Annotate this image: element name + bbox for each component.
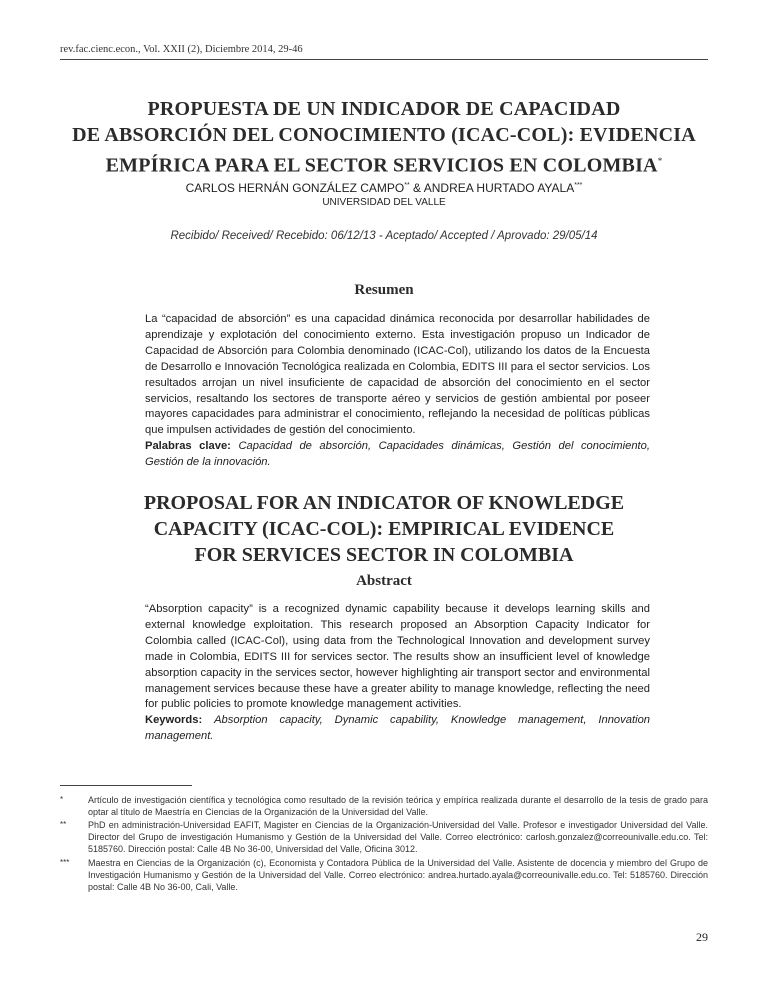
affiliation: UNIVERSIDAD DEL VALLE <box>322 197 446 208</box>
footnote-3-mark: *** <box>60 858 70 867</box>
keywords-label: Keywords: <box>145 714 203 727</box>
author-1-mark: ** <box>404 182 410 189</box>
footnote-divider <box>60 785 192 786</box>
footnote-1 <box>60 794 708 818</box>
title-en-line-2: CAPACITY (ICAC-COL): EMPIRICAL EVIDENCE <box>153 518 615 540</box>
abstract-text: “Absorption capacity” is a recognized dynamic capability because it develops learning skills and external knowledge exploitation. This research proposed an Absorption Capacity Indicator for Colombia called (ICAC-Col), using data from the Technological Innovation and development survey made in Colombia, EDITS III for services sector. The results show an insufficient level of knowledge absorption capacity in the services sector, however highlighting air transport sector and environmental management services because these have a greater ability to manage knowledge, reflecting the need for public policies to promote knowledge management activities. <box>145 603 650 711</box>
resumen-text: La “capacidad de absorción” es una capacidad dinámica reconocida por desarrollar habilidades de aprendizaje y explotación del conocimiento externo. Esta investigación propuso un Indicador de Capacidad de Absorción para Colombia denominado (ICAC-Col), utilizando los datos de la Encuesta de Desarrollo e Innovación Tecnológica realizada en Colombia, EDITS III para el sector servicios. Los resultados arrojan un nivel insuficiente de capacidad de absorción del conocimiento en el sector servicios, resaltando los sectores de transporte aéreo y servicios de gestión ambiental por poseer mayores capacidades para administrar el conocimiento, reflejando la necesidad de políticas públicas que impulsen actividades de gestión del conocimiento. <box>145 313 650 437</box>
received-dates: Recibido/ Received/ Recebido: 06/12/13 - Aceptado/ Accepted / Aprovado: 29/05/14 <box>170 230 598 242</box>
author-line <box>60 181 708 195</box>
author-2-mark: *** <box>574 182 583 189</box>
article-title-es <box>60 96 708 179</box>
author-2: ANDREA HURTADO AYALA <box>423 181 575 195</box>
palabras-clave-label: Palabras clave: <box>145 440 231 453</box>
title-es-line-3-text: EMPÍRICA PARA EL SECTOR SERVICIOS EN COLOMBIA <box>105 154 658 177</box>
palabras-clave-list: Capacidad de absorción, Capacidades dinámicas, Gestión del conocimiento, Gestión de la innovación. <box>145 440 650 469</box>
footnote-2 <box>60 819 708 856</box>
page-number: 29 <box>696 930 708 944</box>
author-1: CARLOS HERNÁN GONZÁLEZ CAMPO <box>185 181 405 195</box>
abstract-body <box>145 602 650 745</box>
footnote-2-text: PhD en administración-Universidad EAFIT, Magister en Ciencias de la Organización-Universidad del Valle. Profesor e investigador Universidad del Valle. Director del Grupo de investigación Humanismo y Gestión de la Universidad del Valle. Correo electrónico: carlosh.gonzalez@correounivalle.edu.co. Tel: 5185760. Dirección postal: Calle 4B No 36-00, Universidad del Valle, Oficina 3012. <box>88 820 708 855</box>
title-en-line-1: PROPOSAL FOR AN INDICATOR OF KNOWLEDGE <box>143 492 625 514</box>
footnote-1-mark: * <box>60 795 64 804</box>
footnote-2-mark: ** <box>60 820 67 829</box>
resumen-body <box>145 312 650 471</box>
author-separator: & <box>409 181 424 195</box>
running-header: rev.fac.cienc.econ., Vol. XXII (2), Diciembre 2014, 29-46 <box>60 44 708 60</box>
resumen-heading: Resumen <box>354 282 414 298</box>
title-en-line-3: FOR SERVICES SECTOR IN COLOMBIA <box>194 544 574 566</box>
footnote-1-text: Artículo de investigación científica y tecnológica como resultado de la revisión teórica y empírica realizada durante el desarrollo de la tesis de grado para optar al título de Maestría en Ciencias de la Organización de la Universidad del Valle. <box>88 795 708 818</box>
title-es-line-2: DE ABSORCIÓN DEL CONOCIMIENTO (ICAC-COL): EVIDENCIA <box>72 124 696 146</box>
footnote-3-text: Maestra en Ciencias de la Organización (c), Economista y Contadora Pública de la Universidad del Valle. Asistente de docencia y miembro del Grupo de Investigación Humanismo y Gestión de la Universidad del Valle. Correo electrónico: andrea.hurtado.ayala@correounivalle.edu.co. Tel: 5185760. Dirección postal: Calle 4B No 36-00, Cali, Valle. <box>88 858 708 893</box>
keywords-list: Absorption capacity, Dynamic capability, Knowledge management, Innovation management. <box>145 714 651 743</box>
article-title-en <box>60 490 708 568</box>
title-es-line-3 <box>60 148 708 179</box>
footnote-3 <box>60 857 708 894</box>
abstract-heading: Abstract <box>356 573 412 589</box>
title-footnote-mark: * <box>657 156 663 166</box>
title-es-line-1: PROPUESTA DE UN INDICADOR DE CAPACIDAD <box>147 98 621 120</box>
